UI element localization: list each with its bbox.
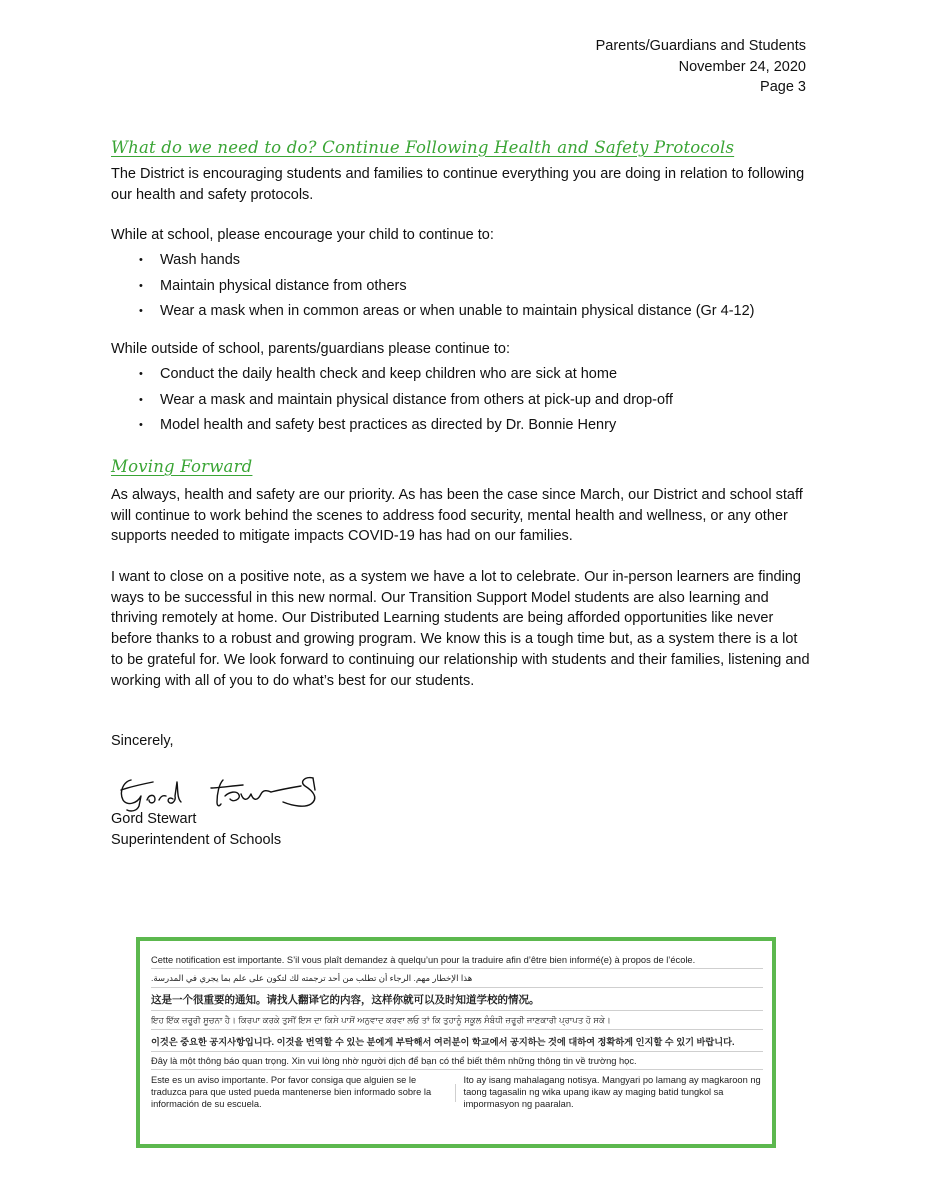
notice-spanish: Este es un aviso importante. Por favor consiga que alguien se le traduzca para que usted pueda mantenerse bien informado sobre la información de su escuela. (151, 1075, 432, 1109)
notice-vietnamese: Đây là một thông báo quan trọng. Xin vui lòng nhờ người dịch để bạn có thể biết thêm những thông tin về trường học. (151, 1056, 637, 1066)
letter-header (596, 36, 806, 98)
notice-divider (151, 1010, 763, 1011)
list-item: • Wear a mask and maintain physical distance from others at pick-up and drop-off (139, 391, 673, 408)
notice-divider (151, 1069, 763, 1070)
notice-column-divider (455, 1084, 456, 1102)
bullet-icon: • (139, 305, 143, 318)
list-item: • Maintain physical distance from others (139, 277, 407, 294)
header-date: November 24, 2020 (678, 58, 806, 75)
notice-two-columns (151, 1074, 763, 1110)
outside-lead-text: While outside of school, parents/guardians please continue to: (111, 341, 510, 357)
list-item: • Wash hands (139, 252, 241, 268)
bullet-icon: • (139, 393, 143, 406)
bullet-icon: • (139, 279, 143, 292)
bullet-icon: • (139, 368, 143, 380)
notice-divider (151, 987, 763, 988)
section-heading-protocols: What do we need to do? Continue Following Health and Safety Protocols (111, 138, 735, 157)
signatory-title: Superintendent of Schools (111, 832, 282, 848)
list-item: • Model health and safety best practices as directed by Dr. Bonnie Henry (139, 417, 617, 434)
school-lead-text: While at school, please encourage your child to continue to: (111, 227, 494, 243)
notice-tagalog: Ito ay isang mahalagang notisya. Mangyari po lamang ay magkaroon ng taong tagasalin ng wika upang ikaw ay maging batid tungkol sa impormasyon ng paaralan. (463, 1075, 761, 1109)
bullet-icon: • (139, 254, 143, 266)
notice-divider (151, 1029, 763, 1030)
notice-arabic: هذا الإخطار مهم. الرجاء أن تطلب من أحد ترجمته لك لتكون على علم بما يجري في المدرسة. (151, 973, 473, 983)
outside-bullet-list (111, 364, 821, 441)
header-recipient: Parents/Guardians and Students (595, 38, 806, 54)
protocols-intro: The District is encouraging students and families to continue everything you are doing in relation to following our health and safety protocols. (111, 166, 805, 203)
section-heading-moving-forward: Moving Forward (111, 457, 253, 476)
school-bullet-list (111, 250, 821, 327)
bullet-icon: • (139, 419, 143, 432)
header-page-number: Page 3 (760, 79, 806, 95)
translation-notice-content (151, 955, 763, 1110)
list-item: • Wear a mask when in common areas or when unable to maintain physical distance (Gr 4-12) (139, 303, 755, 320)
notice-french: Cette notification est importante. S’il vous plaît demandez à quelqu’un pour la traduire afin d’être bien informé(e) à propos de l’école. (151, 955, 696, 965)
moving-forward-paragraph-2: I want to close on a positive note, as a system we have a lot to celebrate. Our in-person learners are finding ways to be successful in this new normal. Our Transition Support Model students are also learning and thriving remotely at home. Our Distributed Learning students are being afforded opportunities like never before thanks to a robust and growing program. We know this is a tough time but, as a system there is a lot to be grateful for. We look forward to continuing our relationship with students and their families, listening and working with all of you to do what’s best for our students. (111, 569, 810, 689)
signatory-name: Gord Stewart (111, 811, 197, 827)
notice-korean: 이것은 중요한 공지사항입니다. 이것을 번역할 수 있는 분에게 부탁해서 여러분이 학교에서 공지하는 것에 대하여 정확하게 인지할 수 있기 바랍니다. (151, 1037, 735, 1047)
signature-block (111, 809, 281, 851)
notice-divider (151, 1051, 763, 1052)
notice-chinese: 这是一个很重要的通知。请找人翻译它的内容，这样你就可以及时知道学校的情况。 (151, 994, 540, 1006)
closing-salutation: Sincerely, (111, 733, 174, 749)
translation-notice-box (136, 937, 776, 1148)
list-item: • Conduct the daily health check and keep children who are sick at home (139, 366, 618, 382)
moving-forward-paragraph-1: As always, health and safety are our priority. As has been the case since March, our District and school staff will continue to work behind the scenes to address food security, mental health and wellness, or any other supports needed to mitigate impacts COVID-19 has had on our families. (111, 487, 803, 545)
notice-punjabi: ਇਹ ਇੱਕ ਜ਼ਰੂਰੀ ਸੂਚਨਾ ਹੈ। ਕਿਰਪਾ ਕਰਕੇ ਤੁਸੀਂ ਇਸ ਦਾ ਕਿਸੇ ਪਾਸੋਂ ਅਨੁਵਾਦ ਕਰਵਾ ਲਓ ਤਾਂ ਕਿ ਤੁਹਾਨੂੰ ਸਕੂਲ ਸੰਬੰਧੀ ਜ਼ਰੂਰੀ ਜਾਣਕਾਰੀ ਪ੍ਰਾਪਤ ਹੋ ਸਕੇ। (151, 1015, 611, 1025)
notice-divider (151, 968, 763, 969)
